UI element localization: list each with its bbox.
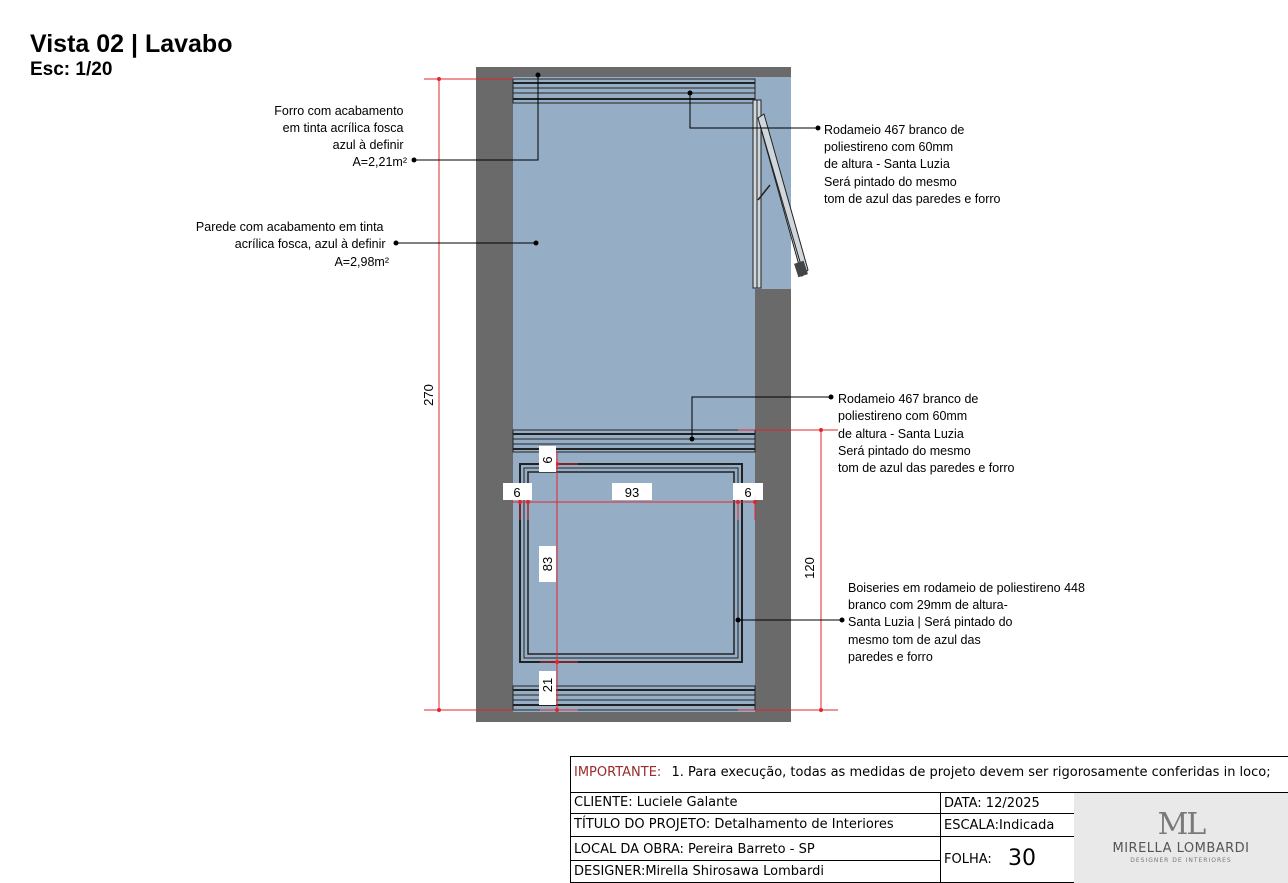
date-label: DATA: <box>944 796 982 811</box>
ceiling-moulding <box>513 79 755 103</box>
client-line <box>574 795 738 810</box>
sheet-label: FOLHA: <box>944 852 992 867</box>
designer-line <box>574 864 824 879</box>
site-line <box>574 842 815 857</box>
note-parede: Parede com acabamento em tinta acrílica fosca, azul à definir A=2,98m² <box>195 220 389 269</box>
important-line <box>574 765 1271 780</box>
project-value: Detalhamento de Interiores <box>714 817 894 832</box>
sheet-number: 30 <box>1008 846 1036 871</box>
note-rodameio-top: Rodameio 467 branco de poliestireno com 60mm de altura - Santa Luzia Será pintado do mesmo tom de azul das paredes e forro <box>824 123 1001 206</box>
page-title: Vista 02 | Lavabo <box>30 30 233 58</box>
dim-side-left: 6 <box>513 485 521 500</box>
client-label: CLIENTE: <box>574 795 633 810</box>
client-value: Luciele Galante <box>636 795 738 810</box>
dim-frame-width: 93 <box>624 485 640 500</box>
site-label: LOCAL DA OBRA: <box>574 842 684 857</box>
dim-bottom-gap: 21 <box>540 677 555 693</box>
dim-lower-height: 120 <box>802 557 817 579</box>
logo-name: MIRELLA LOMBARDI <box>1112 841 1250 856</box>
left-wall-section <box>476 67 513 722</box>
designer-logo <box>1074 793 1288 883</box>
date-line <box>944 796 1040 811</box>
dim-side-right: 6 <box>744 485 752 500</box>
dim-total-height: 270 <box>421 384 436 406</box>
wall-surface <box>513 77 755 712</box>
scale-label: ESCALA: <box>944 818 1000 833</box>
site-value: Pereira Barreto - SP <box>688 842 815 857</box>
note-forro: Forro com acabamento em tinta acrílica fosca azul à definir A=2,21m² <box>274 104 407 169</box>
drawing-scale: Esc: 1/20 <box>30 59 113 80</box>
scale-line <box>944 818 1054 833</box>
scale-value: Indicada <box>999 818 1055 833</box>
dim-frame-height: 83 <box>540 556 555 572</box>
project-line <box>574 817 894 832</box>
logo-subtitle: DESIGNER DE INTERIORES <box>1130 857 1232 864</box>
important-text: 1. Para execução, todas as medidas de projeto devem ser rigorosamente conferidas in loco; <box>671 765 1271 780</box>
note-rodameio-mid: Rodameio 467 branco de poliestireno com 60mm de altura - Santa Luzia Será pintado do mesmo tom de azul das paredes e forro <box>838 392 1015 475</box>
important-label: IMPORTANTE: <box>574 765 662 780</box>
project-label: TÍTULO DO PROJETO: <box>574 817 711 832</box>
date-value: 12/2025 <box>985 796 1040 811</box>
designer-value: Mirella Shirosawa Lombardi <box>645 864 824 879</box>
designer-label: DESIGNER: <box>574 864 646 879</box>
dim-top-gap: 6 <box>540 456 555 464</box>
logo-monogram: ML <box>1157 807 1205 842</box>
note-boiseries: Boiseries em rodameio de poliestireno 448 branco com 29mm de altura- Santa Luzia | Será pintado do mesmo tom de azul das paredes e forro <box>848 581 1085 664</box>
